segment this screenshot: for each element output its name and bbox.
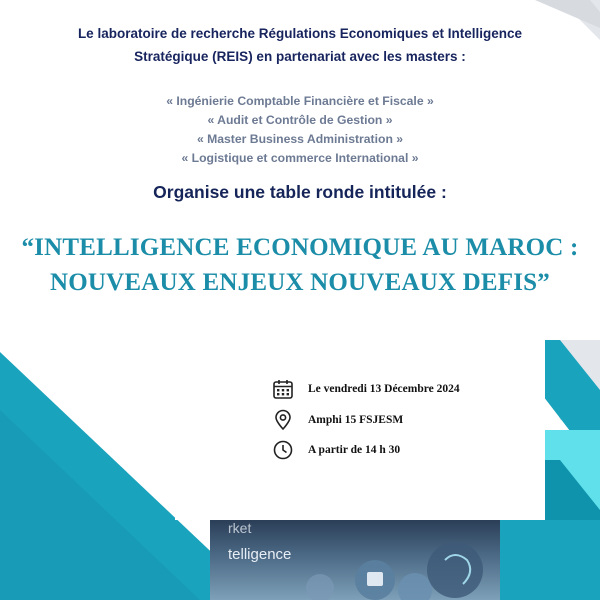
event-date-row xyxy=(272,377,460,401)
clock-icon xyxy=(272,439,294,461)
left-teal-shade xyxy=(0,410,200,600)
photo-tech-icons xyxy=(210,520,500,600)
organise-heading: Organise une table ronde intitulée : xyxy=(153,182,447,202)
event-time-row xyxy=(272,438,400,462)
intro-line-1: Le laboratoire de recherche Régulations Economiques et Intelligence xyxy=(77,26,523,41)
white-panel-edge xyxy=(175,340,545,360)
bottom-photo-banner xyxy=(210,520,500,600)
event-title-line-1: “INTELLIGENCE ECONOMIQUE AU MAROC : xyxy=(21,234,579,261)
event-time-text: A partir de 14 h 30 xyxy=(308,444,401,456)
event-place-text: Amphi 15 FSJESM xyxy=(308,414,404,426)
event-place-row xyxy=(272,408,403,432)
master-item: « Logistique et commerce International » xyxy=(181,151,419,165)
calendar-icon xyxy=(272,378,294,400)
masters-list xyxy=(0,92,600,168)
photo-text-2: telligence xyxy=(228,546,292,563)
event-date-text: Le vendredi 13 Décembre 2024 xyxy=(308,383,460,395)
event-title xyxy=(0,230,600,300)
right-bottom-block xyxy=(500,520,600,600)
intro-text xyxy=(0,22,600,68)
photo-text-1: rket xyxy=(228,520,252,536)
master-item: « Ingénierie Comptable Financière et Fiscale » xyxy=(166,94,434,108)
master-item: « Audit et Contrôle de Gestion » xyxy=(207,113,393,127)
location-pin-icon xyxy=(272,409,294,431)
master-item: « Master Business Administration » xyxy=(196,132,404,146)
intro-line-2: Stratégique (REIS) en partenariat avec les masters : xyxy=(134,49,466,64)
event-title-line-2: NOUVEAUX ENJEUX NOUVEAUX DEFIS” xyxy=(50,269,550,296)
